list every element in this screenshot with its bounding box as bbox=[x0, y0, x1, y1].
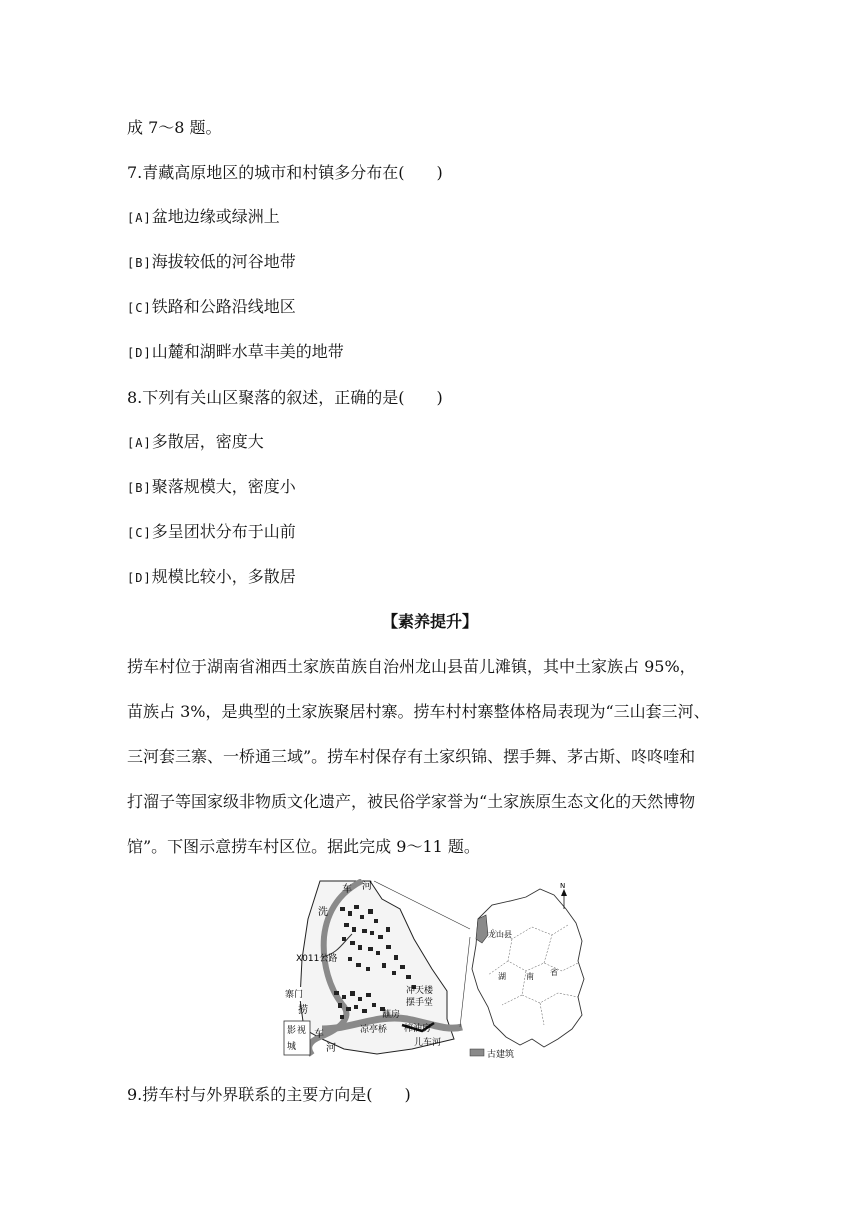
option-tag: [C] bbox=[127, 301, 152, 315]
option-text: 多散居，密度大 bbox=[151, 432, 264, 451]
label-erchehe: 儿车河 bbox=[414, 1038, 442, 1048]
label-shi: 视 bbox=[297, 1026, 307, 1036]
label-longshan: 龙山县 bbox=[488, 930, 512, 939]
option-tag: [C] bbox=[127, 526, 152, 540]
option-text: 规模比较小，多散居 bbox=[151, 567, 296, 586]
option-tag: [A] bbox=[127, 211, 152, 225]
section-heading: 【素养提升】 bbox=[381, 612, 478, 631]
label-nan: 南 bbox=[526, 972, 534, 981]
label-zhayoufang: 榨油房 bbox=[404, 1024, 432, 1034]
option-tag: [D] bbox=[127, 571, 152, 585]
passage-line-3: 三河套三寨、一桥通三域”。捞车村保存有土家织锦、摆手舞、茅古斯、咚咚喹和 bbox=[127, 747, 696, 766]
label-cheng: 城 bbox=[287, 1042, 297, 1052]
village-map bbox=[284, 880, 462, 1055]
label-liangtingqiao: 凉亭桥 bbox=[360, 1025, 388, 1035]
option-tag: [D] bbox=[127, 346, 152, 360]
label-ying: 影 bbox=[287, 1026, 297, 1036]
question-8-option-c bbox=[127, 521, 296, 544]
legend bbox=[470, 1048, 514, 1060]
label-baishoutang: 摆手堂 bbox=[406, 998, 434, 1008]
question-7-option-a bbox=[127, 206, 280, 229]
hunan-outline bbox=[472, 889, 584, 1047]
option-tag: [B] bbox=[127, 256, 152, 270]
label-north: N bbox=[560, 882, 566, 890]
hunan-province-map bbox=[472, 882, 584, 1047]
label-lao: 捞 bbox=[298, 1005, 308, 1016]
label-hu: 湖 bbox=[498, 972, 506, 981]
question-9-stem: 9.捞车村与外界联系的主要方向是( ) bbox=[127, 1085, 411, 1104]
question-7-option-b bbox=[127, 251, 296, 274]
option-text: 山麓和湖畔水草丰美的地带 bbox=[151, 342, 344, 361]
question-8-option-a bbox=[127, 431, 264, 454]
label-road: X011公路 bbox=[296, 954, 338, 964]
question-7-option-c bbox=[127, 296, 296, 319]
option-text: 多呈团状分布于山前 bbox=[151, 522, 296, 541]
label-zhaimen: 寨门 bbox=[285, 990, 304, 1000]
label-xi: 洗 bbox=[318, 907, 328, 918]
passage-line-5: 馆”。下图示意捞车村区位。据此完成 9～11 题。 bbox=[127, 837, 480, 856]
option-tag: [B] bbox=[127, 481, 152, 495]
location-map-figure bbox=[282, 879, 602, 1064]
question-7-stem: 7.青藏高原地区的城市和村镇多分布在( ) bbox=[127, 163, 443, 182]
label-he-bottom: 河 bbox=[326, 1043, 336, 1054]
intro-tail: 成 7～8 题。 bbox=[127, 118, 222, 137]
label-che: 车 bbox=[342, 884, 352, 895]
legend-swatch bbox=[470, 1049, 484, 1056]
passage-line-2: 苗族占 3%，是典型的土家族聚居村寨。捞车村村寨整体格局表现为“三山套三河、 bbox=[127, 702, 710, 721]
option-text: 盆地边缘或绿洲上 bbox=[151, 207, 280, 226]
question-8-option-d bbox=[127, 566, 296, 589]
passage-line-4: 打溜子等国家级非物质文化遗产，被民俗学家誉为“土家族原生态文化的天然博物 bbox=[127, 792, 696, 811]
legend-label: 古建筑 bbox=[487, 1050, 515, 1060]
question-8-stem: 8.下列有关山区聚落的叙述，正确的是( ) bbox=[127, 388, 443, 407]
label-che-bottom: 车 bbox=[314, 1029, 324, 1040]
question-7-option-d bbox=[127, 341, 344, 364]
label-chongtianlou: 冲天楼 bbox=[406, 986, 434, 996]
passage-line-1: 捞车村位于湖南省湘西土家族苗族自治州龙山县苗儿滩镇，其中土家族占 95%， bbox=[127, 657, 696, 676]
option-text: 海拔较低的河谷地带 bbox=[151, 252, 296, 271]
label-sheng: 省 bbox=[550, 968, 558, 977]
label-yanfang: 蘸房 bbox=[382, 1010, 401, 1020]
option-text: 铁路和公路沿线地区 bbox=[151, 297, 296, 316]
connector-line-bottom bbox=[460, 937, 470, 1027]
option-tag: [A] bbox=[127, 436, 152, 450]
question-8-option-b bbox=[127, 476, 296, 499]
label-he-top: 河 bbox=[362, 881, 372, 892]
option-text: 聚落规模大，密度小 bbox=[151, 477, 296, 496]
